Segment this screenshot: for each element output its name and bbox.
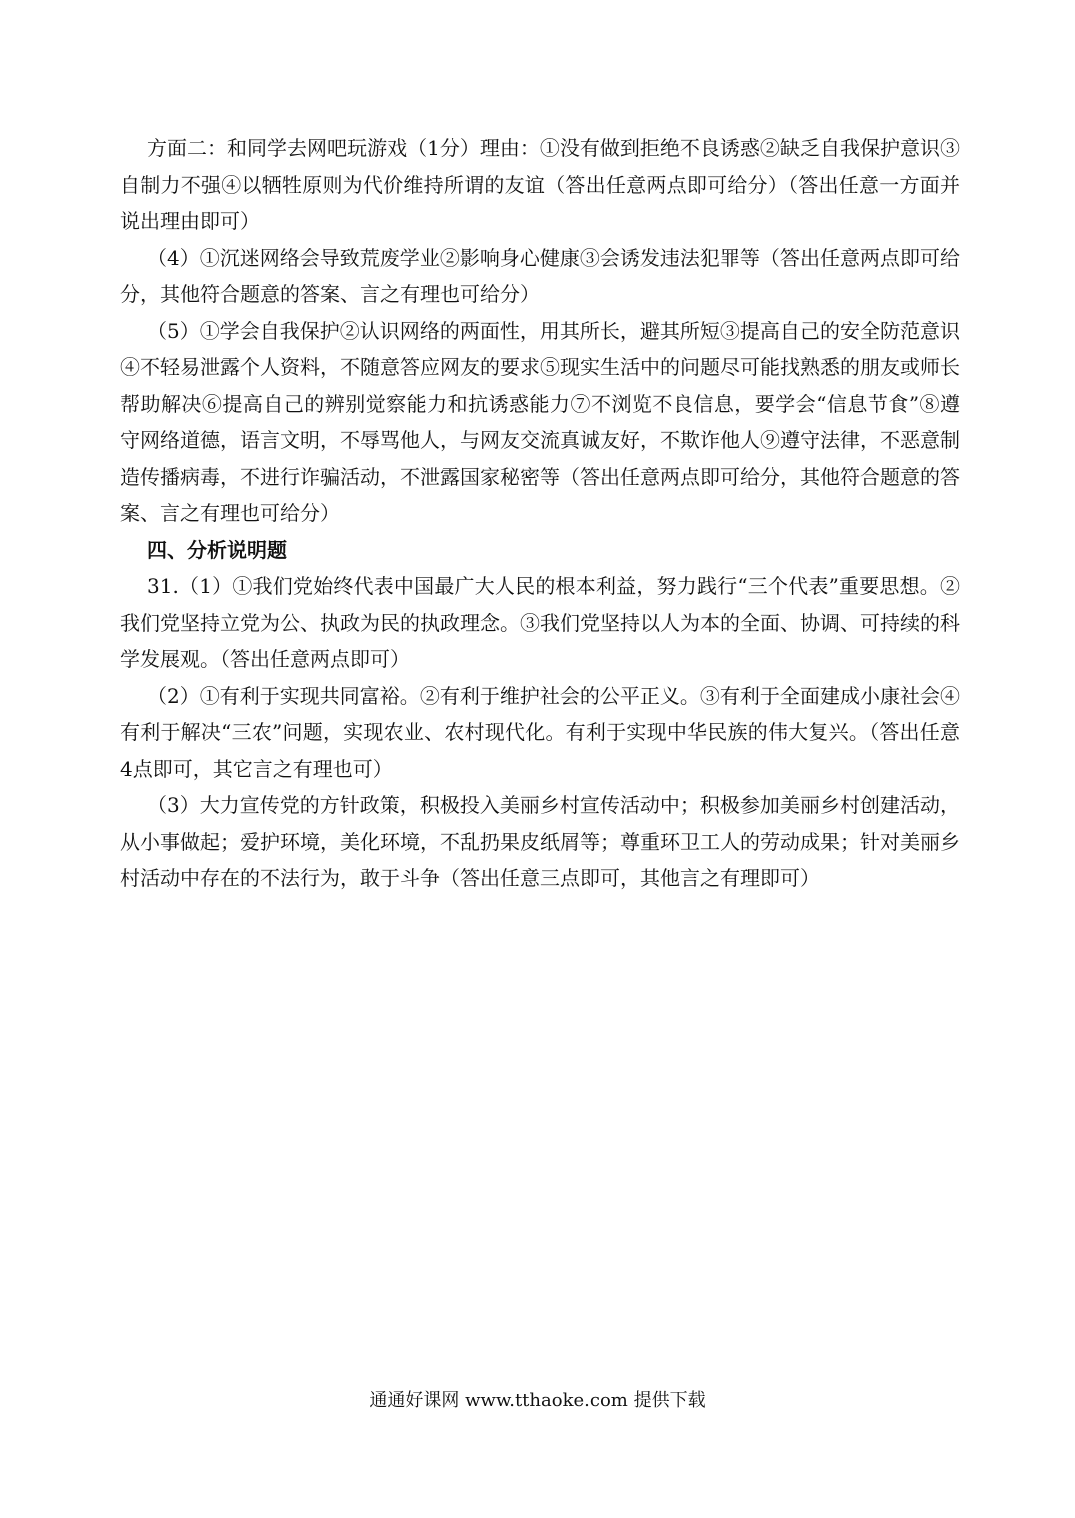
answer-question-31-3: （3）大力宣传党的方针政策，积极投入美丽乡村宣传活动中；积极参加美丽乡村创建活动，从小事做起；爱护环境，美化环境，不乱扔果皮纸屑等；尊重环卫工人的劳动成果；针对美丽乡村活动中存在的不法行为，敢于斗争（答出任意三点即可，其他言之有理即可） <box>120 793 960 890</box>
document-body <box>120 130 960 897</box>
answer-aspect-two: 方面二：和同学去网吧玩游戏（1分）理由：①没有做到拒绝不良诱惑②缺乏自我保护意识③自制力不强④以牺牲原则为代价维持所谓的友谊（答出任意两点即可给分）（答出任意一方面并说出理由即可） <box>120 136 960 233</box>
answer-question-31-2: （2）①有利于实现共同富裕。②有利于维护社会的公平正义。③有利于全面建成小康社会④有利于解决“三农”问题，实现农业、农村现代化。有利于实现中华民族的伟大复兴。（答出任意4点即可，其它言之有理也可） <box>120 683 960 781</box>
section-heading: 四、分析说明题 <box>147 537 287 562</box>
answer-question-31-1: 31.（1）①我们党始终代表中国最广大人民的根本利益，努力践行“三个代表”重要思想。②我们党坚持立党为公、执政为民的执政理念。③我们党坚持以人为本的全面、协调、可持续的科学发展观。（答出任意两点即可） <box>120 574 960 671</box>
answer-question-5: （5）①学会自我保护②认识网络的两面性，用其所长，避其所短③提高自己的安全防范意识④不轻易泄露个人资料，不随意答应网友的要求⑤现实生活中的问题尽可能找熟悉的朋友或师长帮助解决⑥提高自己的辨别觉察能力和抗诱惑能力⑦不浏览不良信息，要学会“信息节食”⑧遵守网络道德，语言文明，不辱骂他人，与网友交流真诚友好，不欺诈他人⑨遵守法律，不恶意制造传播病毒，不进行诈骗活动，不泄露国家秘密等（答出任意两点即可给分，其他符合题意的答案、言之有理也可给分） <box>120 318 960 525</box>
page-footer: 通通好课网 www.tthaoke.com 提供下载 <box>369 1390 706 1411</box>
answer-question-4: （4）①沉迷网络会导致荒废学业②影响身心健康③会诱发违法犯罪等（答出任意两点即可给分，其他符合题意的答案、言之有理也可给分） <box>120 245 960 306</box>
